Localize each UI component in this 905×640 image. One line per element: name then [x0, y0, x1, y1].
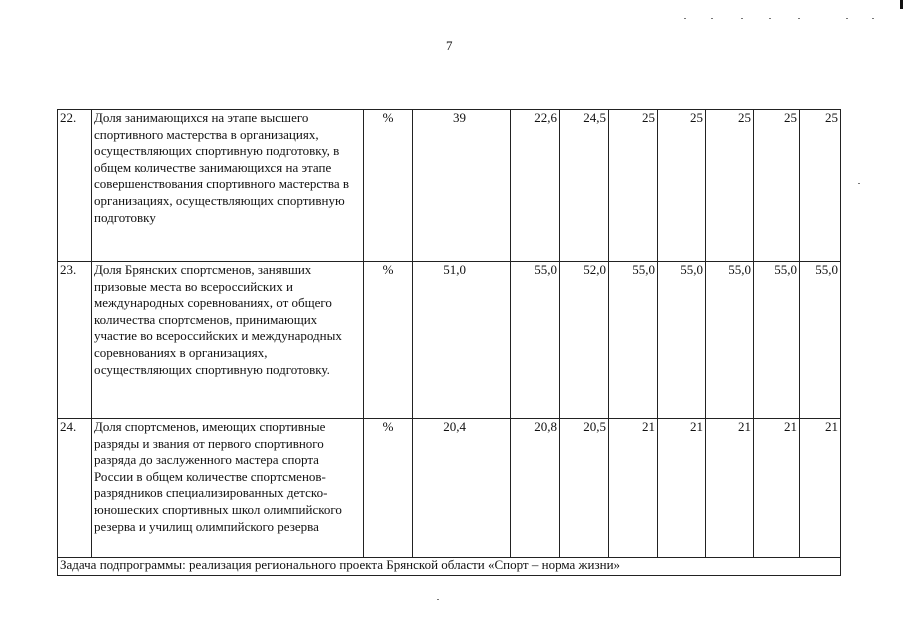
scan-speck — [711, 18, 713, 19]
value-cell: 25 — [609, 110, 658, 262]
value-cell: 21 — [754, 419, 800, 558]
scan-speck — [684, 18, 686, 19]
value-cell: 22,6 — [511, 110, 560, 262]
value-cell: 39 — [413, 110, 511, 262]
table-row — [58, 419, 841, 558]
value-cell: 55,0 — [800, 262, 841, 419]
value-cell: 21 — [706, 419, 754, 558]
value-cell: 55,0 — [706, 262, 754, 419]
indicator-name: Доля спортсменов, имеющих спортивные разряды и звания от первого спортивного разряда до заслуженного мастера спорта России в общем количестве спортсменов-разрядников специализированных детско-юношеских спортивных школ олимпийского резерва и училищ олимпийского резерва — [92, 419, 364, 558]
value-cell: 21 — [609, 419, 658, 558]
value-cell: 55,0 — [754, 262, 800, 419]
value-cell: 24,5 — [560, 110, 609, 262]
value-cell: 55,0 — [658, 262, 706, 419]
task-row — [58, 558, 841, 576]
value-cell: 20,5 — [560, 419, 609, 558]
unit-cell: % — [364, 110, 413, 262]
scan-speck — [846, 18, 848, 19]
row-number: 22. — [58, 110, 92, 262]
table-row — [58, 110, 841, 262]
indicator-name: Доля Брянских спортсменов, занявших призовые места во всероссийских и международных соревнованиях, от общего количества спортсменов, принимающих участие во всероссийских и международных соревнованиях в организациях, осуществляющих спортивную подготовку. — [92, 262, 364, 419]
value-cell: 55,0 — [609, 262, 658, 419]
indicators-table — [57, 109, 841, 576]
value-cell: 25 — [754, 110, 800, 262]
page-number: 7 — [446, 38, 453, 53]
task-text: Задача подпрограммы: реализация регионального проекта Брянской области «Спорт – норма жизни» — [58, 558, 841, 576]
value-cell: 20,8 — [511, 419, 560, 558]
indicator-name: Доля занимающихся на этапе высшего спортивного мастерства в организациях, осуществляющих спортивную подготовку, в общем количестве занимающихся на этапе совершенствования спортивного мастерства в организациях, осуществляющих спортивную подготовку — [92, 110, 364, 262]
scan-speck — [437, 599, 439, 600]
scan-speck — [741, 18, 743, 19]
value-cell: 51,0 — [413, 262, 511, 419]
scan-edge-mark — [900, 0, 903, 9]
value-cell: 21 — [658, 419, 706, 558]
scan-speck — [798, 18, 800, 19]
row-number: 24. — [58, 419, 92, 558]
unit-cell: % — [364, 419, 413, 558]
scan-speck — [858, 183, 860, 184]
value-cell: 20,4 — [413, 419, 511, 558]
scan-speck — [769, 18, 771, 19]
unit-cell: % — [364, 262, 413, 419]
value-cell: 25 — [800, 110, 841, 262]
value-cell: 52,0 — [560, 262, 609, 419]
scan-speck — [872, 18, 874, 19]
value-cell: 21 — [800, 419, 841, 558]
value-cell: 55,0 — [511, 262, 560, 419]
value-cell: 25 — [658, 110, 706, 262]
table-row — [58, 262, 841, 419]
row-number: 23. — [58, 262, 92, 419]
value-cell: 25 — [706, 110, 754, 262]
